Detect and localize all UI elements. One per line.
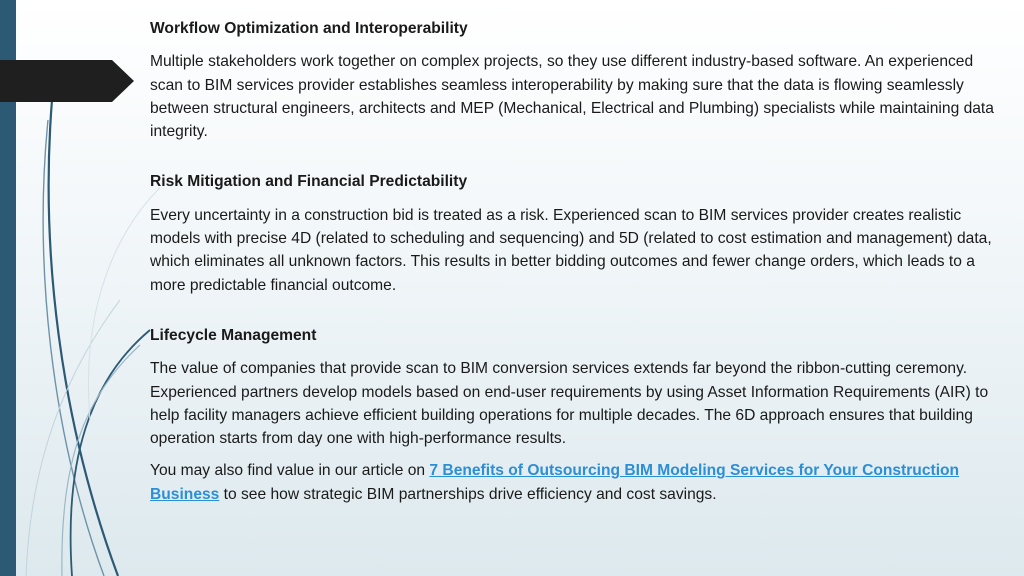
closing-paragraph bbox=[150, 459, 1010, 506]
section-heading: Workflow Optimization and Interoperability bbox=[150, 20, 468, 37]
closing-suffix: to see how strategic BIM partnerships drive efficiency and cost savings. bbox=[219, 485, 717, 503]
section-heading: Lifecycle Management bbox=[150, 326, 317, 344]
section-body: Every uncertainty in a construction bid is treated as a risk. Experienced scan to BIM services provider creates realistic models with precise 4D (related to scheduling and sequencing) and 5D (related to cost estimation and management) data, which eliminates all unknown factors. This results in better bidding outcomes and fewer change orders, which leads to a more predictable financial outcome. bbox=[150, 206, 992, 294]
section-heading: Risk Mitigation and Financial Predictability bbox=[150, 173, 468, 191]
closing-prefix: You may also find value in our article on bbox=[150, 462, 430, 480]
article-content bbox=[150, 17, 1010, 506]
section-body: Multiple stakeholders work together on complex projects, so they use different industry-based software. An experienced scan to BIM services provider establishes seamless interoperability by making sure that the data is flowing seamlessly between structural engineers, architects and MEP (Mechanical, Electrical and Plumbing) specialists while maintaining data integrity. bbox=[150, 53, 994, 141]
section-body: The value of companies that provide scan to BIM conversion services extends far beyond the ribbon-cutting ceremony. Experienced partners develop models based on end-user requirements by using Asset Information Requirements (AIR) to help facility managers achieve efficient building operations for multiple decades. The 6D approach ensures that building operation starts from day one with high-performance results. bbox=[150, 360, 989, 448]
article-link[interactable]: 7 Benefits of Outsourcing BIM Modeling Services for Your Construction Business bbox=[150, 462, 960, 503]
arrow-icon bbox=[0, 60, 134, 102]
